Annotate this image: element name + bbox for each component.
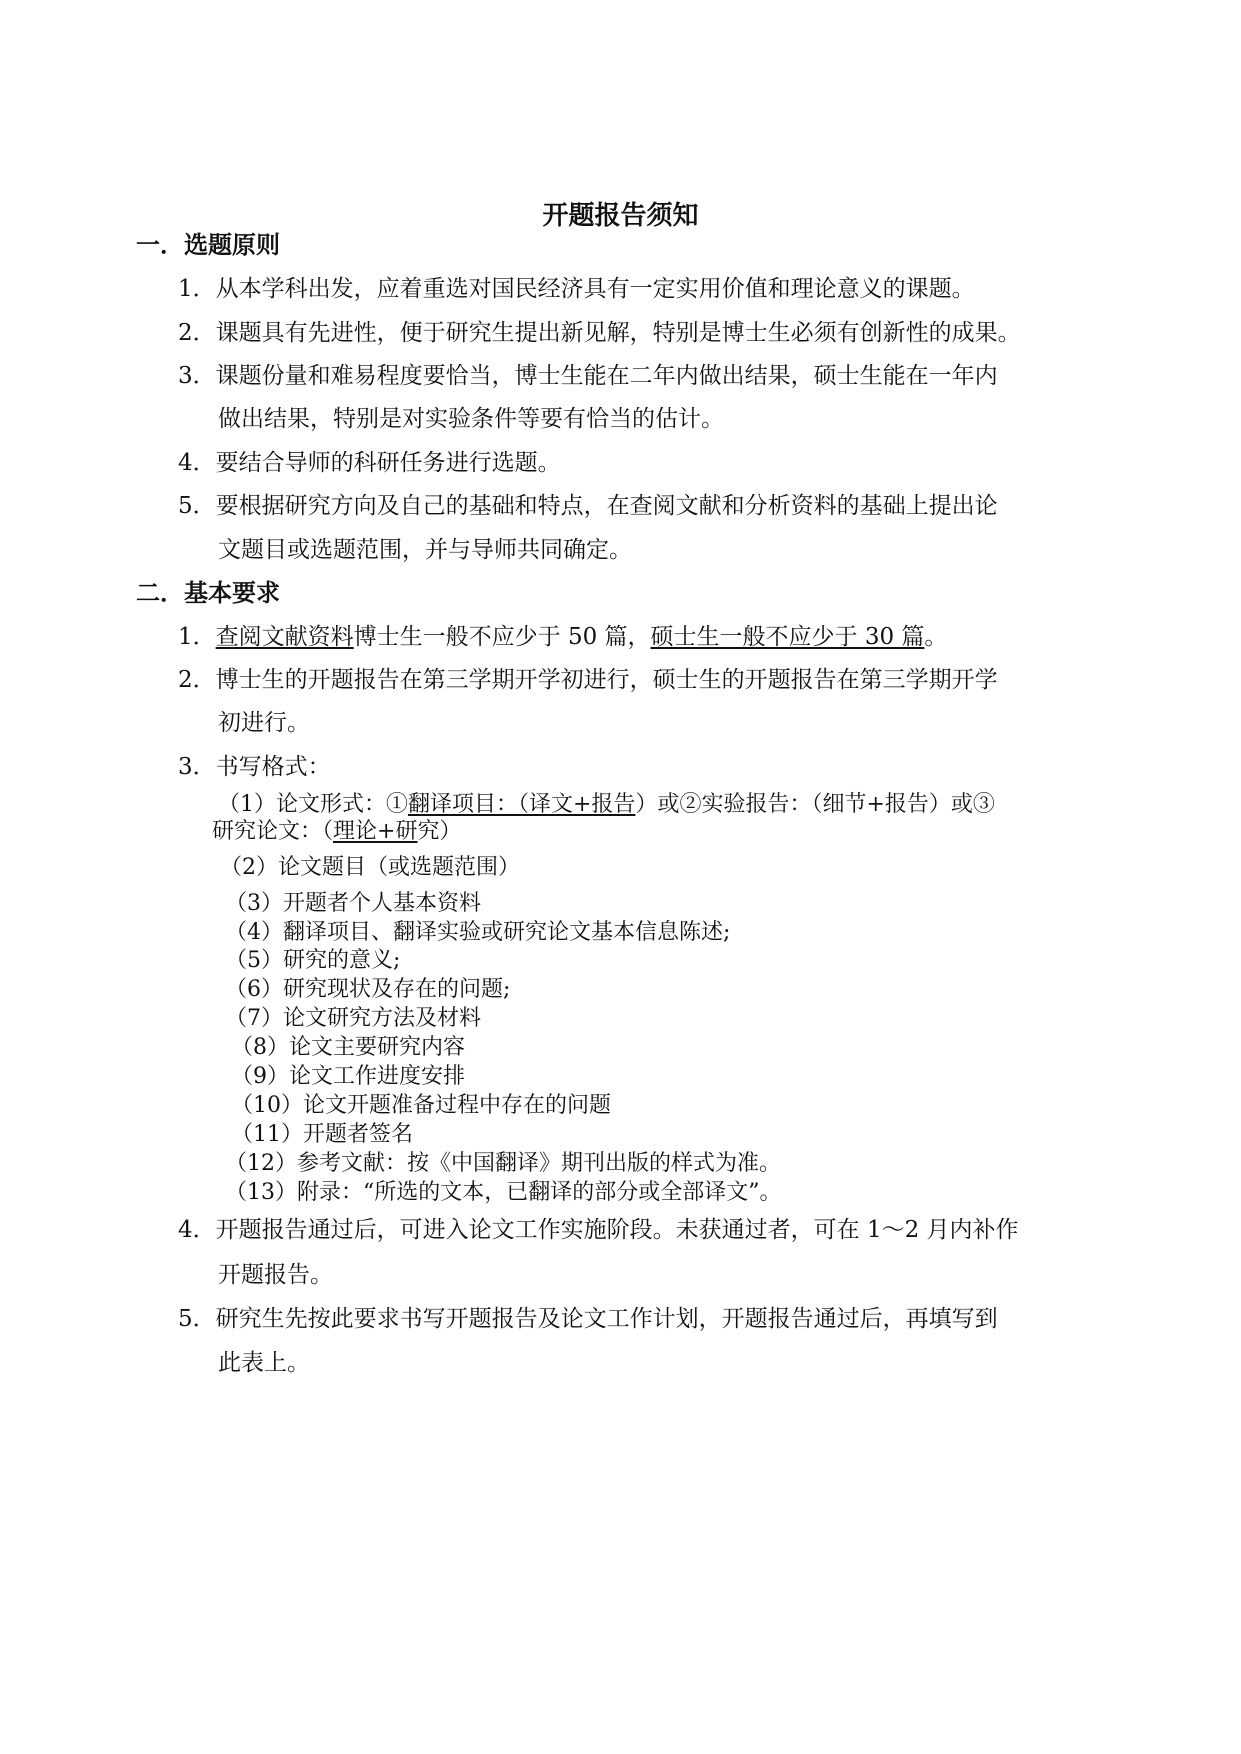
underlined-text: 理论+研 <box>333 819 418 844</box>
format-subitem-continuation <box>212 817 461 847</box>
item-continuation: 此表上。 <box>218 1350 310 1376</box>
list-item <box>178 274 975 304</box>
item-number: 2． <box>178 667 216 693</box>
format-subitem: （4）翻译项目、翻译实验或研究论文基本信息陈述; <box>225 920 731 945</box>
subitem-text: 研究论文：（ <box>212 819 334 844</box>
format-subitem: （7）论文研究方法及材料 <box>225 1006 481 1031</box>
item-number: 2． <box>178 320 216 346</box>
item-number: 1． <box>178 276 216 302</box>
item-text: 博士生的开题报告在第三学期开学初进行，硕士生的开题报告在第三学期开学 <box>215 667 998 693</box>
list-item <box>178 665 998 695</box>
underlined-text: 硕士生一般不应少于 30 篇 <box>650 624 925 650</box>
item-number: 5． <box>178 1306 216 1332</box>
format-subitem: （10）论文开题准备过程中存在的问题 <box>231 1093 611 1118</box>
list-item <box>178 1215 1019 1245</box>
item-number: 3． <box>178 363 216 389</box>
item-text: 开题报告通过后，可进入论文工作实施阶段。未获通过者，可在 1～2 月内补作 <box>215 1217 1019 1243</box>
format-subitem: （3）开题者个人基本资料 <box>225 891 481 916</box>
underlined-text: 查阅文献资料 <box>215 624 354 650</box>
underlined-text: 翻译项目：（译文+报告 <box>408 792 636 817</box>
item-text: 。 <box>924 624 948 650</box>
list-item <box>178 752 331 782</box>
item-text: 研究生先按此要求书写开题报告及论文工作计划，开题报告通过后，再填写到 <box>215 1306 998 1332</box>
format-subitem <box>218 790 995 820</box>
item-text: 从本学科出发，应着重选对国民经济具有一定实用价值和理论意义的课题。 <box>215 276 975 302</box>
item-text: 要结合导师的科研任务进行选题。 <box>215 450 561 476</box>
item-text: 课题具有先进性，便于研究生提出新见解，特别是博士生必须有创新性的成果。 <box>215 320 1021 346</box>
item-text: 要根据研究方向及自己的基础和特点，在查阅文献和分析资料的基础上提出论 <box>215 493 998 519</box>
section-heading-selection-principles: 一．选题原则 <box>136 230 280 259</box>
list-item <box>178 361 998 391</box>
list-item <box>178 318 1021 348</box>
format-subitem: （13）附录：“所选的文本，已翻译的部分或全部译文”。 <box>225 1180 782 1205</box>
list-item <box>178 491 998 521</box>
item-text: 课题份量和难易程度要恰当，博士生能在二年内做出结果，硕士生能在一年内 <box>215 363 998 389</box>
subitem-text: 究） <box>417 819 462 844</box>
item-number: 3． <box>178 754 216 780</box>
document-title: 开题报告须知 <box>542 201 699 231</box>
format-subitem: （2）论文题目（或选题范围） <box>220 855 520 880</box>
format-subitem: （9）论文工作进度安排 <box>231 1064 465 1089</box>
list-item <box>178 448 561 478</box>
list-item <box>178 622 947 652</box>
format-subitem: （8）论文主要研究内容 <box>231 1035 465 1060</box>
item-number: 5． <box>178 493 216 519</box>
item-text: 书写格式： <box>215 754 331 780</box>
section-heading-basic-requirements: 二．基本要求 <box>136 578 280 607</box>
item-continuation: 初进行。 <box>218 710 310 736</box>
list-item <box>178 1304 998 1334</box>
item-text: 博士生一般不应少于 50 篇， <box>353 624 651 650</box>
item-number: 1． <box>178 624 216 650</box>
format-subitem: （6）研究现状及存在的问题; <box>225 977 511 1002</box>
subitem-text: （1）论文形式：① <box>218 792 408 817</box>
item-number: 4． <box>178 450 216 476</box>
item-number: 4． <box>178 1217 216 1243</box>
format-subitem: （5）研究的意义; <box>225 948 401 973</box>
format-subitem: （11）开题者签名 <box>231 1122 413 1147</box>
item-continuation: 文题目或选题范围，并与导师共同确定。 <box>218 537 632 563</box>
subitem-text: ）或②实验报告：（细节+报告）或③ <box>635 792 995 817</box>
item-continuation: 做出结果，特别是对实验条件等要有恰当的估计。 <box>218 406 724 432</box>
item-continuation: 开题报告。 <box>218 1262 333 1288</box>
format-subitem: （12）参考文献：按《中国翻译》期刊出版的样式为准。 <box>225 1151 781 1176</box>
